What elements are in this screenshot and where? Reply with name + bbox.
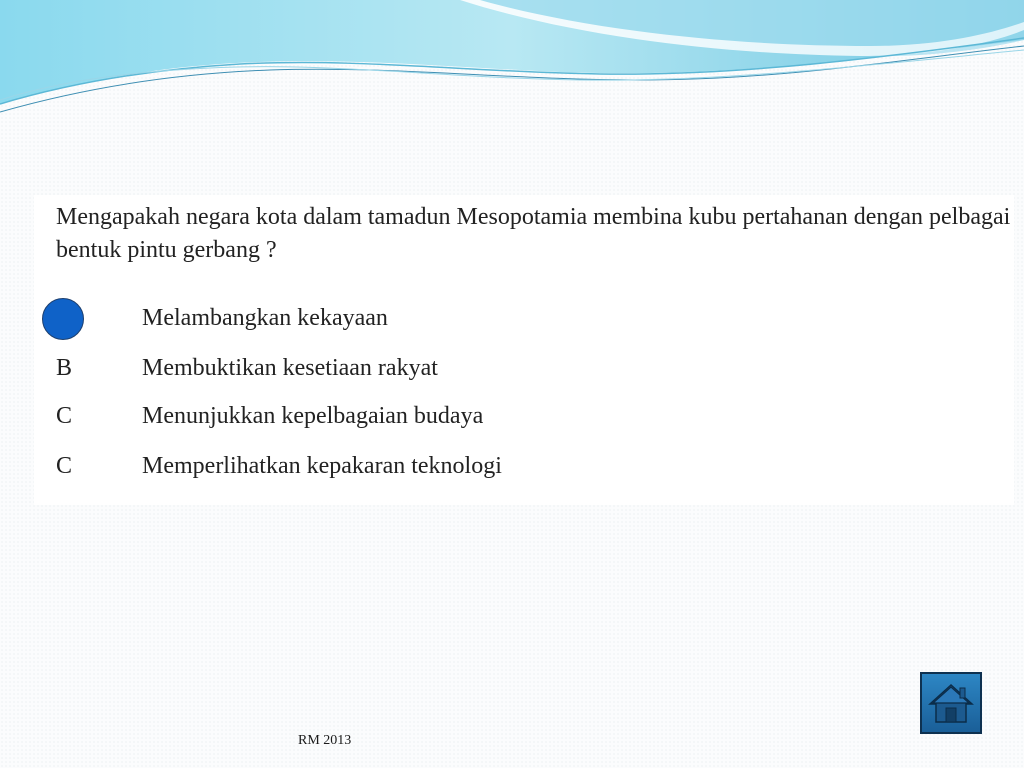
option-text: Melambangkan kekayaan <box>142 305 388 331</box>
option-text: Membuktikan kesetiaan rakyat <box>142 355 438 381</box>
selected-answer-marker[interactable] <box>42 298 84 340</box>
home-icon <box>922 674 980 732</box>
header-wave-decoration <box>0 0 1024 125</box>
question-text: Mengapakah negara kota dalam tamadun Mesopotamia membina kubu pertahanan dengan pelbagai bentuk pintu gerbang ? <box>56 204 1011 263</box>
option-letter: B <box>56 355 73 381</box>
option-text: Menunjukkan kepelbagaian budaya <box>142 403 484 429</box>
option-text: Memperlihatkan kepakaran teknologi <box>142 453 502 479</box>
question-panel <box>34 195 1014 505</box>
option-d[interactable] <box>56 446 956 486</box>
option-b[interactable] <box>56 348 956 388</box>
option-a[interactable] <box>56 298 956 338</box>
footer-text: RM 2013 <box>298 733 352 748</box>
option-letter: C <box>56 453 73 479</box>
option-letter: C <box>56 403 73 429</box>
option-c[interactable] <box>56 396 956 436</box>
home-button[interactable] <box>920 672 982 734</box>
